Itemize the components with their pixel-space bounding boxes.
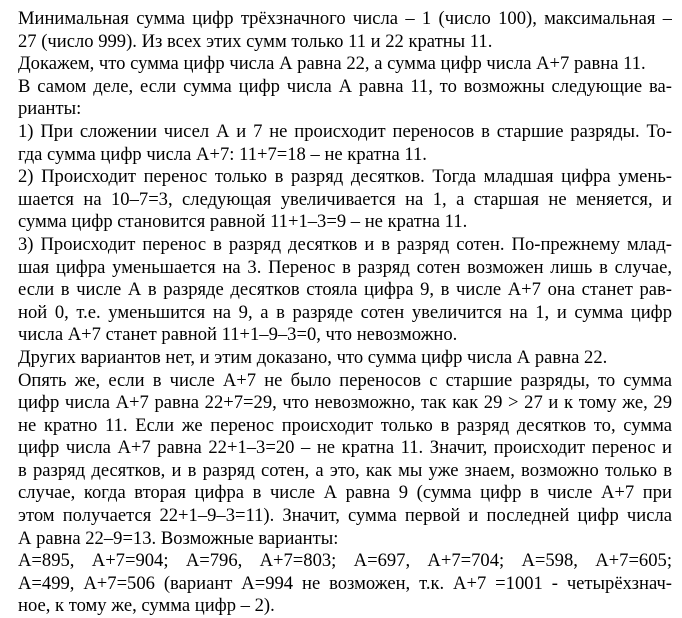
text-line: не кратно 11. Если же перенос происходит только в разряд десятков то, сумма: [18, 414, 672, 436]
text-line: гда сумма цифр числа А+7: 11+7=18 – не кратна 11.: [18, 143, 427, 165]
text-line: Других вариантов нет, и этим доказано, что сумма цифр числа А равна 22.: [18, 346, 608, 368]
text-line: 27 (число 999). Из всех этих сумм только 11 и 22 кратны 11.: [18, 30, 493, 52]
text-line: 1) При сложении чисел А и 7 не происходит переносов в старшие разряды. То-: [18, 120, 672, 142]
text-line: Докажем, что сумма цифр числа А равна 22, а сумма цифр числа А+7 равна 11.: [18, 53, 646, 75]
text-line: Опять же, если в числе А+7 не было переносов с старшие разряды, то сумма: [18, 369, 672, 391]
text-line: 3) Происходит перенос в разряд десятков и в разряд сотен. По-прежнему млад-: [18, 233, 672, 255]
text-line: Минимальная сумма цифр трёхзначного числа – 1 (число 100), максимальная –: [18, 8, 672, 29]
text-line: цифр числа А+7 равна 22+7=29, что невозможно, так как 29 > 27 и к тому же, 29: [18, 392, 672, 414]
text-line: ное, к тому же, сумма цифр – 2).: [18, 595, 275, 617]
text-line: шая цифра уменьшается на 3. Перенос в разряд сотен возможен лишь в случае,: [18, 256, 672, 278]
text-line: рианты:: [18, 98, 82, 120]
text-line: числа А+7 станет равной 11+1–9–3=0, что невозможно.: [18, 324, 458, 346]
text-line: В самом деле, если сумма цифр числа А равна 11, то возможны следующие ва-: [18, 75, 672, 97]
text-line: случае, когда вторая цифра в числе А равна 9 (сумма цифр в числе А+7 при: [18, 482, 672, 504]
text-line: если в числе А в разряде десятков стояла цифра 9, в числе А+7 она станет рав-: [18, 279, 672, 301]
text-line: А=895, А+7=904; А=796, А+7=803; А=697, А+7=704; А=598, А+7=605;: [18, 550, 672, 572]
text-line: 2) Происходит перенос только в разряд десятков. Тогда младшая цифра умень-: [18, 166, 672, 188]
text-line: сумма цифр становится равной 11+1–3=9 – не кратна 11.: [18, 211, 468, 233]
text-line: в разряд десятков, и в разряд сотен, а это, как мы уже знаем, возможно только в: [18, 459, 672, 481]
text-line: шается на 10–7=3, следующая увеличивается на 1, а старшая не меняется, и: [18, 188, 672, 210]
text-line: ной 0, т.е. уменьшится на 9, а в разряде сотен увеличится на 1, и сумма цифр: [18, 301, 672, 323]
text-line: А равна 22–9=13. Возможные варианты:: [18, 527, 339, 549]
text-line: А=499, А+7=506 (вариант А=994 не возможен, т.к. А+7 =1001 - четырёхзнач-: [18, 572, 672, 594]
text-line: этом получается 22+1–9–3=11). Значит, сумма первой и последней цифр числа: [18, 505, 672, 527]
text-line: цифр числа А+7 равна 22+1–3=20 – не кратна 11. Значит, происходит перенос и: [18, 437, 672, 459]
